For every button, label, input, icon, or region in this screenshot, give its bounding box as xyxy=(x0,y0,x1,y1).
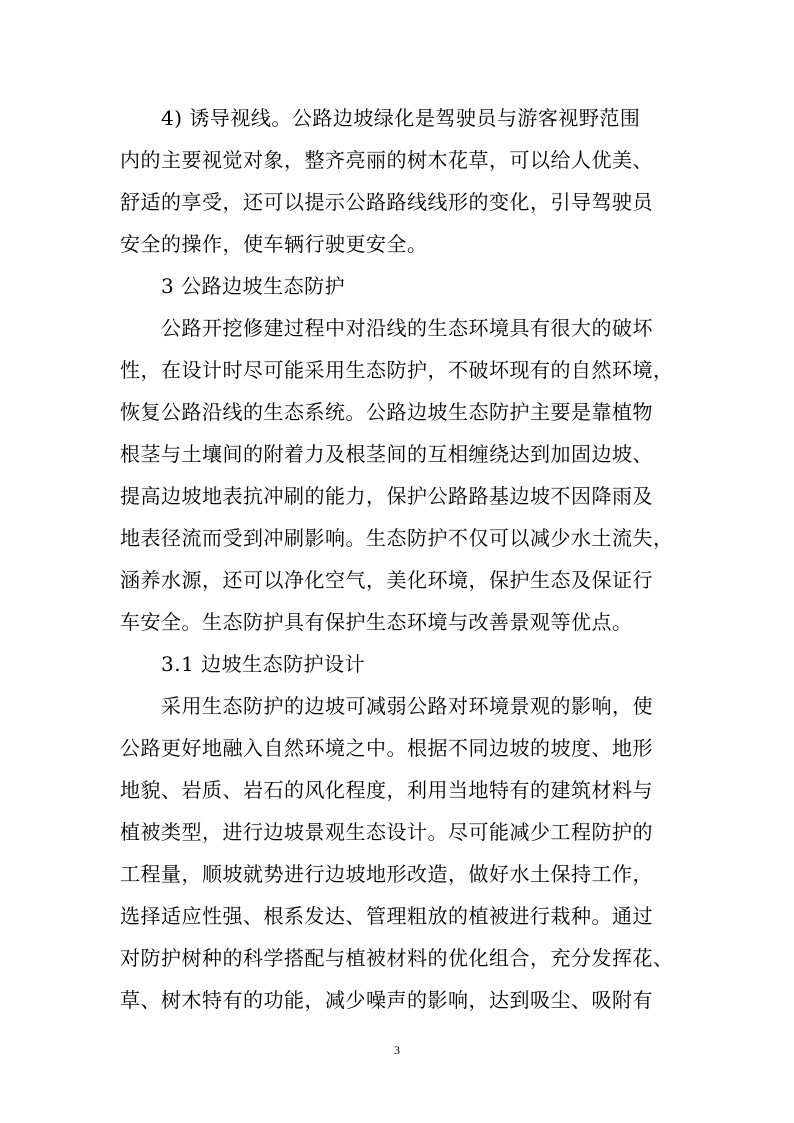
body-text-line: 安全的操作，使车辆行驶更安全。 xyxy=(120,232,428,256)
body-text-line: 选择适应性强、根系发达、管理粗放的植被进行栽种。通过 xyxy=(120,904,653,928)
body-text-line: 提高边坡地表抗冲刷的能力，保护公路路基边坡不因降雨及 xyxy=(120,484,653,508)
body-text-line: 工程量，顺坡就势进行边坡地形改造，做好水土保持工作， xyxy=(120,862,653,886)
body-text-line: 性，在设计时尽可能采用生态防护，不破坏现有的自然环境， xyxy=(120,358,674,382)
body-text-line: 涵养水源，还可以净化空气，美化环境，保护生态及保证行 xyxy=(120,568,653,592)
body-text-line: 根茎与土壤间的附着力及根茎间的互相缠绕达到加固边坡、 xyxy=(120,442,653,466)
body-text-line: 恢复公路沿线的生态系统。公路边坡生态防护主要是靠植物 xyxy=(120,400,653,424)
body-text-line: 采用生态防护的边坡可减弱公路对环境景观的影响，使 xyxy=(120,694,653,718)
body-text-line: 植被类型，进行边坡景观生态设计。尽可能减少工程防护的 xyxy=(120,820,653,844)
body-text-line: 对防护树种的科学搭配与植被材料的优化组合，充分发挥花、 xyxy=(120,946,674,970)
page-number: 3 xyxy=(394,1043,400,1057)
body-text-line: 地表径流而受到冲刷影响。生态防护不仅可以减少水土流失， xyxy=(120,526,674,550)
body-text-line: 内的主要视觉对象，整齐亮丽的树木花草，可以给人优美、 xyxy=(120,148,653,172)
body-text-line: 车安全。生态防护具有保护生态环境与改善景观等优点。 xyxy=(120,610,633,634)
subsection-heading: 3.1 边坡生态防护设计 xyxy=(120,652,366,676)
body-text-line: 公路开挖修建过程中对沿线的生态环境具有很大的破坏 xyxy=(120,316,653,340)
section-heading: 3 公路边坡生态防护 xyxy=(120,274,346,298)
body-text-line: 4) 诱导视线。公路边坡绿化是驾驶员与游客视野范围 xyxy=(120,106,641,130)
body-text-line: 地貌、岩质、岩石的风化程度，利用当地特有的建筑材料与 xyxy=(120,778,653,802)
body-text-line: 舒适的享受，还可以提示公路路线线形的变化，引导驾驶员 xyxy=(120,190,653,214)
body-text-line: 草、树木特有的功能，减少噪声的影响，达到吸尘、吸附有 xyxy=(120,988,653,1012)
body-text-line: 公路更好地融入自然环境之中。根据不同边坡的坡度、地形 xyxy=(120,736,653,760)
